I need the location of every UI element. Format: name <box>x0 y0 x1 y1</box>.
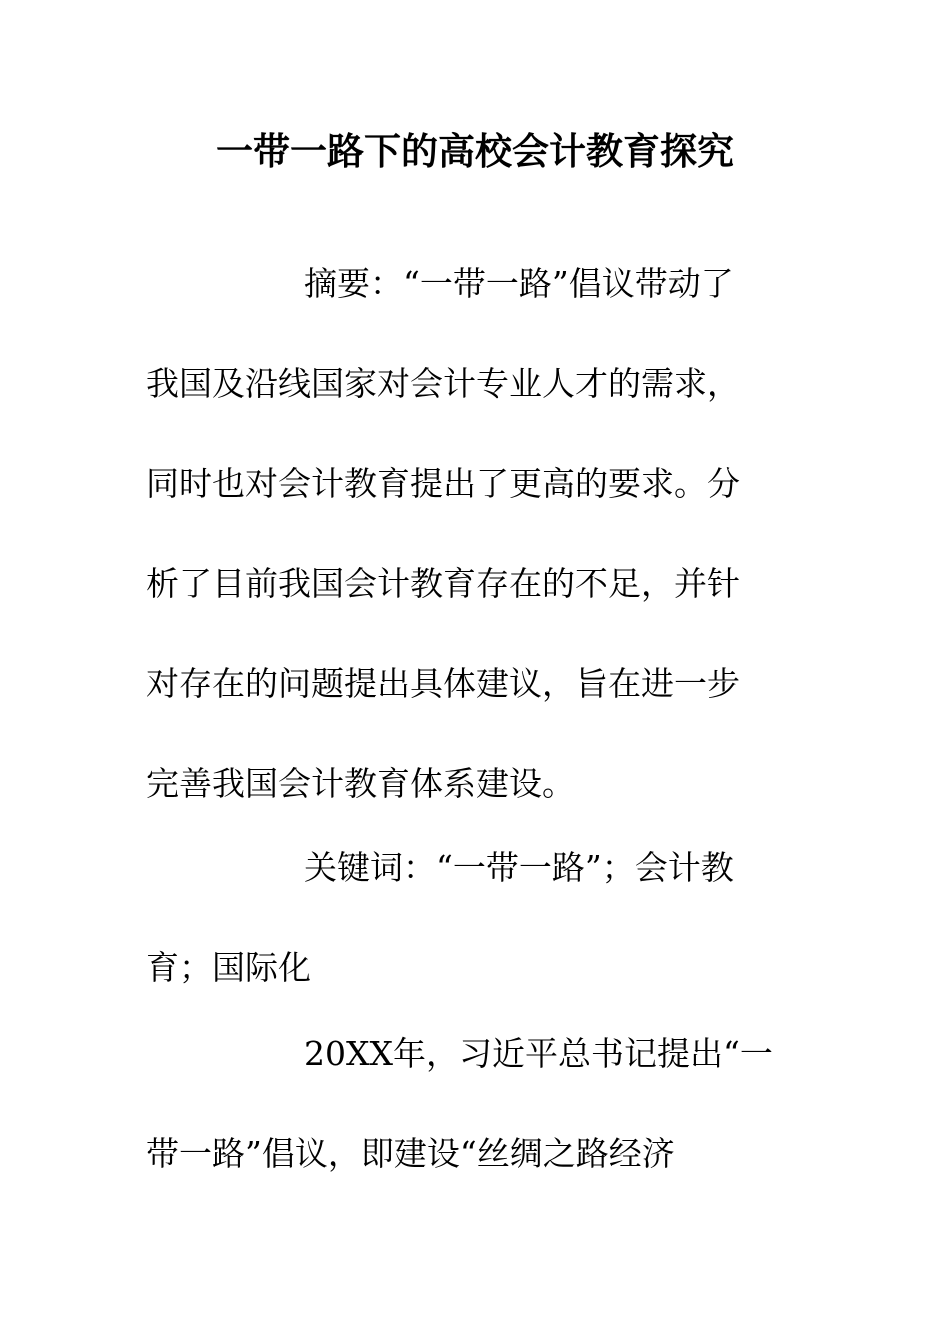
abstract-line-6: 完善我国会计教育体系建设。 <box>146 764 575 803</box>
abstract-line-4: 析了目前我国会计教育存在的不足，并针 <box>146 564 740 603</box>
keywords-line-1: 关键词：“一带一路”；会计教 <box>304 848 734 887</box>
document-title: 一带一路下的高校会计教育探究 <box>216 130 734 173</box>
keywords-line-2: 育；国际化 <box>146 948 311 987</box>
abstract-line-3: 同时也对会计教育提出了更高的要求。分 <box>146 464 740 503</box>
body-line-2: 带一路”倡议，即建设“丝绸之路经济 <box>146 1134 675 1173</box>
abstract-line-5: 对存在的问题提出具体建议，旨在进一步 <box>146 664 740 703</box>
abstract-line-2: 我国及沿线国家对会计专业人才的需求， <box>146 364 740 403</box>
body-line-1: 20XX年，习近平总书记提出“一 <box>304 1034 773 1073</box>
abstract-line-1: 摘要：“一带一路”倡议带动了 <box>304 264 734 303</box>
